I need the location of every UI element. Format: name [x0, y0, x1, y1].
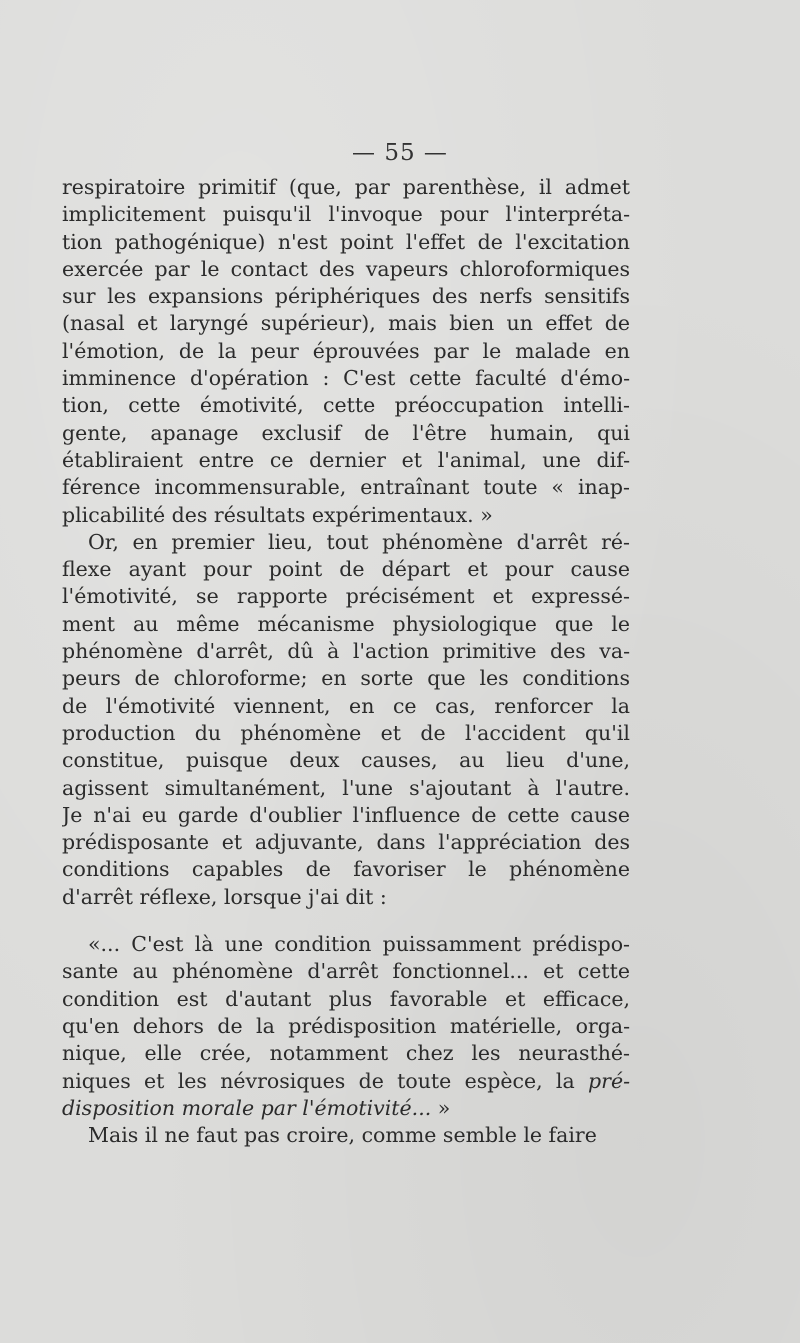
text-line: production du phénomène et de l'accident qu'il [62, 720, 630, 745]
text-line: (nasal et laryngé supérieur), mais bien un effet de [62, 311, 630, 336]
text-line: nique, elle crée, notamment chez les neurasthé- [62, 1041, 630, 1066]
text-line: sur les expansions périphériques des nerfs sensitifs [62, 284, 630, 309]
text-line: l'émotivité, se rapporte précisément et expressé- [62, 584, 630, 609]
body-text [62, 174, 630, 1149]
text-line [62, 1095, 630, 1122]
text-line: d'arrêt réflexe, lorsque j'ai dit : [62, 884, 387, 909]
text-line: prédisposante et adjuvante, dans l'appréciation des [62, 830, 630, 855]
text-line: de l'émotivité viennent, en ce cas, renforcer la [62, 693, 630, 718]
paragraph [62, 1122, 630, 1149]
text-line: imminence d'opération : C'est cette faculté d'émo- [62, 366, 630, 391]
text-span: niques et les névrosiques de toute espèce, la [62, 1068, 575, 1093]
text-line: exercée par le contact des vapeurs chloroformiques [62, 256, 630, 281]
page-number: — 55 — [352, 140, 448, 166]
paragraph [62, 529, 630, 911]
text-line: peurs de chloroforme; en sorte que les conditions [62, 666, 630, 691]
text-line: conditions capables de favoriser le phénomène [62, 857, 630, 882]
text-line: l'émotion, de la peur éprouvées par le malade en [62, 338, 630, 363]
italic-text: disposition morale par l'émotivité... [62, 1095, 432, 1120]
text-line: respiratoire primitif (que, par parenthèse, il admet [62, 175, 630, 199]
text-line: Or, en premier lieu, tout phénomène d'arrêt ré- [88, 529, 630, 554]
text-line: Mais il ne faut pas croire, comme semble le faire [88, 1123, 597, 1148]
paragraph-continued [62, 174, 630, 529]
text-line: plicabilité des résultats expérimentaux. » [62, 502, 493, 527]
text-line: Je n'ai eu garde d'oublier l'influence de cette cause [62, 802, 630, 827]
text-line [62, 1068, 630, 1095]
text-line: «... C'est là une condition puissamment prédispo- [88, 932, 630, 957]
text-line: condition est d'autant plus favorable et efficace, [62, 986, 630, 1011]
text-line: ment au même mécanisme physiologique que le [62, 611, 630, 636]
text-line: phénomène d'arrêt, dû à l'action primitive des va- [62, 639, 630, 664]
text-line: agissent simultanément, l'une s'ajoutant à l'autre. [62, 775, 630, 800]
text-line: tion, cette émotivité, cette préoccupation intelli- [62, 393, 630, 418]
text-line: férence incommensurable, entraînant toute « inap- [62, 475, 630, 500]
text-line: établiraient entre ce dernier et l'animal, une dif- [62, 447, 630, 472]
text-line: flexe ayant pour point de départ et pour cause [62, 557, 630, 582]
text-line: qu'en dehors de la prédisposition matérielle, orga- [62, 1013, 630, 1038]
text-line: gente, apanage exclusif de l'être humain, qui [62, 420, 630, 445]
block-quote [62, 931, 630, 1122]
text-line: tion pathogénique) n'est point l'effet de l'excitation [62, 229, 630, 254]
text-line: constitue, puisque deux causes, au lieu d'une, [62, 748, 630, 773]
text-line: sante au phénomène d'arrêt fonctionnel... et cette [62, 959, 630, 984]
italic-text: pré- [588, 1068, 630, 1093]
text-span: » [431, 1095, 451, 1120]
text-line: implicitement puisqu'il l'invoque pour l'interpréta- [62, 202, 630, 227]
paragraph-gap [62, 911, 630, 931]
